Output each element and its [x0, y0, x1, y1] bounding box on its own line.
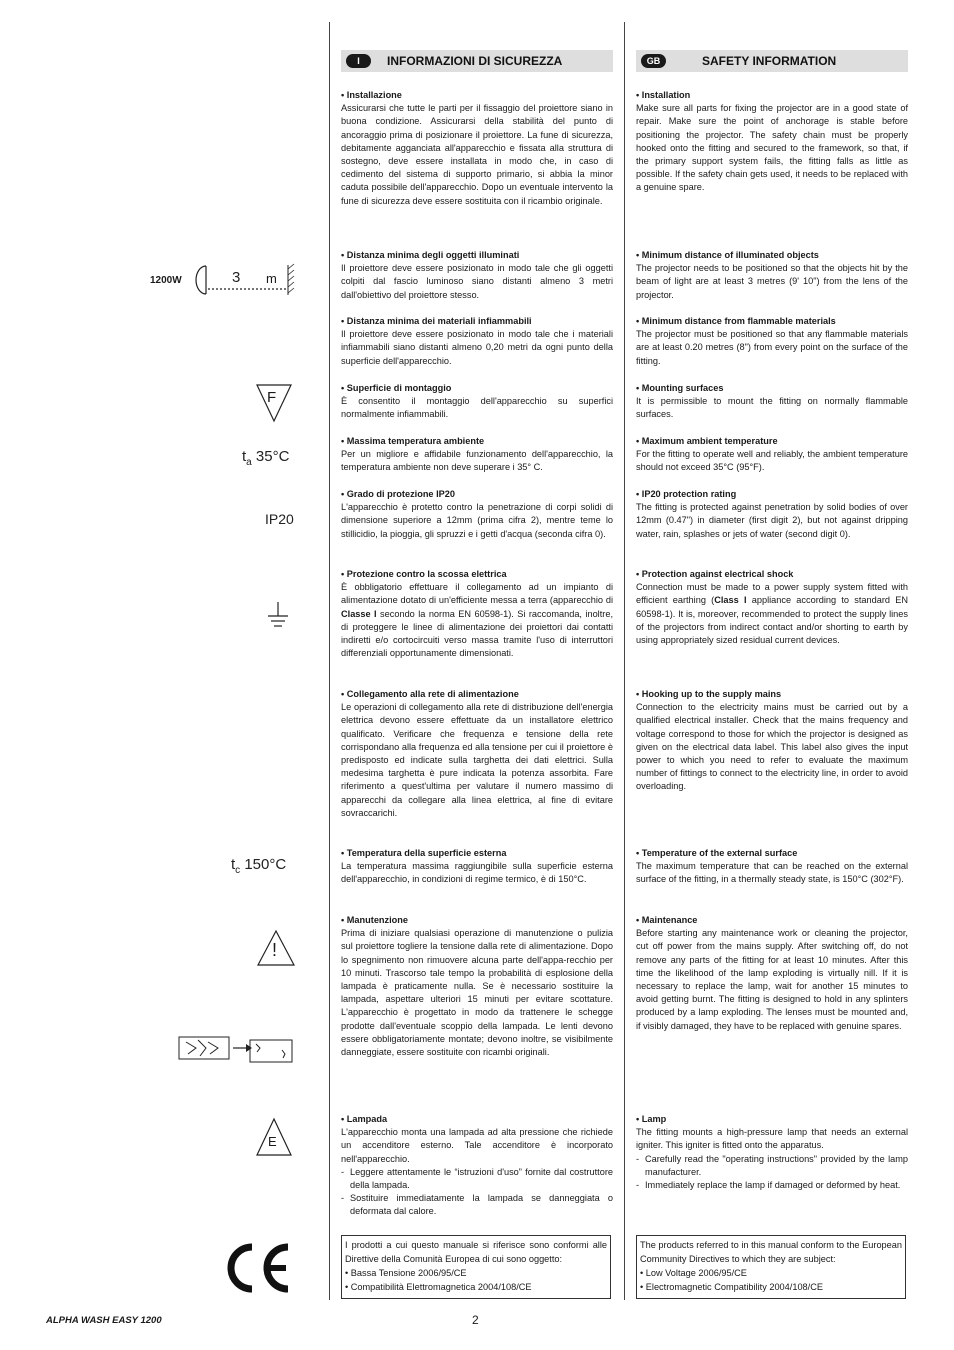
lang-badge-gb: GB	[641, 54, 666, 68]
en-surface-temperature: • Temperature of the external surface The maximum temperature that can be reached on the external surface of the fitting, in a thermally steady state, is 150°C (302°F).	[636, 848, 908, 885]
ambient-temp-value: 35°C	[251, 448, 290, 465]
en-electric-shock: • Protection against electrical shock Connection must be made to a power supply system fitted with efficient earthing (Class I appliance according to standard EN 60598-1). It is, moreover, recommended to protect the supply lines of the projectors from indirect contact and/or shorting to earth by using appropriately sized residual current devices.	[636, 569, 908, 646]
ce-mark	[222, 1243, 294, 1298]
english-header	[636, 50, 908, 72]
it-electric-shock: • Protezione contro la scossa elettrica È obbligatorio effettuare il collegamento ad un impianto di alimentazione dotato di un'efficiente messa a terra (apparecchio di Classe I secondo la norma EN 60598-1). Si raccomanda, inoltre, di proteggere le linee di alimentazione dei proiettori dai contatti indiretti e/o cortocircuiti verso massa tramite l'uso di interruttori differenziali opportunamente dimensionati.	[341, 569, 613, 659]
lamp-symbol	[256, 1117, 292, 1157]
en-min-distance-flammable: • Minimum distance from flammable materials The projector must be positioned so that any flammable materials are at least 0.20 metres (8") from every point on the surface of the fitting.	[636, 316, 908, 366]
en-lamp-bullet: - Immediately replace the lamp if damaged or deformed by heat.	[636, 1179, 908, 1192]
en-supply-connection: • Hooking up to the supply mains Connection to the electricity mains must be carried out by a qualified electrical installer. Check that the mains frequency and voltage correspond to those for which the projector is designed as given on the electrical data label. This label also gives the input power to which you need to refer to evaluate the maximum number of fittings to connect to the electricity line, in order to avoid overloading.	[636, 689, 908, 792]
english-column	[636, 50, 908, 1292]
surface-temp-value: 150°C	[240, 856, 287, 873]
ground-icon	[265, 601, 291, 631]
english-header-title: SAFETY INFORMATION	[702, 54, 837, 68]
page-number: 2	[472, 1313, 479, 1327]
italian-header	[341, 50, 613, 72]
earth-symbol	[265, 601, 291, 636]
lang-badge-i: I	[346, 54, 371, 68]
it-max-temperature: • Massima temperatura ambiente Per un migliore e affidabile funzionamento dell'apparecchio, la temperatura ambiente non deve superare i 35° C.	[341, 436, 613, 473]
en-conformity-box: The products referred to in this manual conform to the European Community Directives to which they are subject: • Low Voltage 2006/95/CE • Electromagnetic Compatibility 2004/108/CE	[636, 1235, 906, 1299]
it-surface-temperature: • Temperatura della superficie esterna La temperatura massima raggiungibile sulla superficie esterna dell'apparecchio, in condizioni di regime termico, è di 150°C.	[341, 848, 613, 885]
it-lamp-bullet: - Sostituire immediatamente la lampada se danneggiata o deformata dal calore.	[341, 1192, 613, 1218]
it-installation: • Installazione Assicurarsi che tutte le parti per il fissaggio del proiettore siano in buona condizione. Assicurarsi della stabilità del punto di ancoraggio prima di posizionare il proiettore. La fune di sicurezza, debitamente agganciata all'apparecchio e fissata alla struttura di sostegno, deve essere installata in modo che, in caso di cedimento del sistema di supporto primario, si abbia la minor caduta possibile dell'apparecchio. Dopo un eventuale intervento la fune di sicurezza deve essere sostituita con il ricambio originale.	[341, 90, 613, 206]
it-supply-connection: • Collegamento alla rete di alimentazione Le operazioni di collegamento alla rete di distribuzione dell'energia elettrica devono essere effettuate da un installatore elettrico qualificato. Verificare che frequenza e tensione della rete corrispondano alla frequenza ed alla tensione per cui il proiettore è predisposto ed indicate sulla targhetta dei dati elettrici. Sulla medesima targhetta è pure indicata la potenza assorbita. Fare riferimento a quest'ultima per valutare il numero massimo di apparecchi da collegare alla linea elettrica, al fine di evitare sovraccarichi.	[341, 689, 613, 818]
en-lamp-bullet: - Carefully read the "operating instructions" provided by the lamp manufacturer.	[636, 1153, 908, 1179]
it-min-distance-flammable: • Distanza minima dei materiali infiammabili Il proiettore deve essere posizionato in modo tale che i materiali infiammabili siano distanti almeno 0,20 metri da ogni punto della superficie dell'apparecchio.	[341, 316, 613, 366]
en-lamp: • Lamp The fitting mounts a high-pressure lamp that needs an external igniter. This igniter is fitted onto the apparatus. - Carefully read the "operating instructions" provided by the lamp manufacturer. - Immediately replace the lamp if damaged or deformed by heat.	[636, 1113, 908, 1192]
it-maintenance: • Manutenzione Prima di iniziare qualsiasi operazione di manutenzione o pulizia sul proiettore togliere la tensione dalla rete di alimentazione. Dopo lo spegnimento non rimuovere alcuna parte dell'appa-recchio per 10 minuti. Trascorso tale tempo la probabilità di esplosione della lampada è praticamente nulla. Se è necessario sostituire la lampada, aspettare ulteriori 15 minuti per evitare scottature. L'apparecchio è progettato in modo da trattenere le schegge prodotte dall'eventuale scoppio della lampada. Le lenti devono essere obbligatoriamente montate; devono inoltre, se visibilmente danneggiate, essere sostituite con ricambi originali.	[341, 915, 613, 1058]
wattage-label: 1200W	[150, 275, 182, 286]
lamp-beam-icon	[192, 263, 300, 299]
it-lamp-bullet: - Leggere attentamente le “istruzioni d'uso” fornite dal costruttore della lampada.	[341, 1166, 613, 1192]
it-ip-rating: • Grado di protezione IP20 L'apparecchio è protetto contro la penetrazione di corpi solidi di dimensione superiore a 12mm (prima cifra 2), mentre teme lo stillicidio, la pioggia, gli spruzzi e i getti d'acqua (seconda cifra 0).	[341, 489, 613, 539]
surface-temp-symbol: $t_c$ 150°C	[231, 856, 287, 876]
en-mounting-surface: • Mounting surfaces It is permissible to mount the fitting on normally flammable surfaces.	[636, 383, 908, 420]
en-max-temperature: • Maximum ambient temperature For the fitting to operate well and reliably, the ambient temperature should not exceed 35°C (95°F).	[636, 436, 908, 473]
en-maintenance: • Maintenance Before starting any maintenance work or cleaning the projector, cut off power from the mains supply. After switching off, do not remove any parts of the fitting for at least 10 minutes. After this time the likelihood of the lamp exploding is virtually nill. If it is necessary to replace the lamp, wait for another 15 minutes to avoid getting burnt. The fitting is designed to hold in any splinters produced by a lamp exploding. The lenses must be mounted and, if visibly damaged, they have to be replaced with genuine spares.	[636, 915, 908, 1031]
it-mounting-surface: • Superficie di montaggio È consentito il montaggio dell'apparecchio su superfici normalmente infiammabili.	[341, 383, 613, 420]
flammable-surface-symbol	[256, 383, 292, 423]
distance-unit: m	[266, 271, 277, 286]
en-min-distance-objects: • Minimum distance of illuminated objects The projector needs to be positioned so that the objects hit by the beam of light are at least 3 metres (9' 10") from the lens of the projector.	[636, 250, 908, 300]
warning-mark: !	[272, 940, 278, 960]
column-divider-left	[329, 22, 330, 1300]
surface-temp-sub: c	[235, 865, 241, 876]
it-lamp: • Lampada L'apparecchio monta una lampada ad alta pressione che richiede un accenditore esterno. Tale accenditore è incorporato nell'apparecchio. - Leggere attentamente le “istruzioni d'uso” fornite dal costruttore della lampada. - Sostituire immediatamente la lampada se danneggiata o deformata dal calore.	[341, 1113, 613, 1219]
lamp-letter: E	[268, 1134, 277, 1149]
italian-column	[341, 50, 613, 1292]
column-divider-right	[624, 22, 625, 1300]
it-min-distance-objects: • Distanza minima degli oggetti illuminati Il proiettore deve essere posizionato in modo tale che gli oggetti colpiti dal fascio luminoso siano distanti almeno 3 metri dall'obiettivo del proiettore stesso.	[341, 250, 613, 300]
ambient-temp-symbol: $t_a$ 35°C	[242, 448, 290, 468]
warning-symbol	[256, 929, 296, 967]
distance-value: 3	[232, 269, 241, 286]
product-name: ALPHA WASH EASY 1200	[46, 1315, 162, 1326]
distance-symbol	[150, 263, 300, 299]
flammable-letter: F	[267, 389, 277, 406]
broken-lens-icon	[178, 1034, 294, 1066]
ce-icon	[222, 1243, 294, 1293]
italian-header-title: INFORMAZIONI DI SICUREZZA	[387, 54, 563, 68]
ip-rating-symbol: IP20	[265, 511, 294, 527]
broken-lens-symbol	[178, 1034, 294, 1071]
en-installation: • Installation Make sure all parts for fixing the projector are in a good state of repair. Make sure the point of anchorage is stable before positioning the projector. The safety chain must be properly hooked onto the fitting and secured to the framework, so that, if the primary support system fails, the fitting falls as little as possible. If the safety chain gets used, it needs to be replaced with a genuine spare.	[636, 90, 908, 193]
en-ip-rating: • IP20 protection rating The fitting is protected against penetration by solid bodies of over 12mm (0.47") in diameter (first digit 2), but not against dripping water, rain, splashes or jets of water (second digit 0).	[636, 489, 908, 539]
it-conformity-box: I prodotti a cui questo manuale si riferisce sono conformi alle Direttive della Comunità Europea di cui sono oggetto: • Bassa Tensione 2006/95/CE • Compatibilità Elettromagnetica 2004/108/CE	[341, 1235, 611, 1299]
ambient-temp-sub: a	[246, 457, 252, 468]
